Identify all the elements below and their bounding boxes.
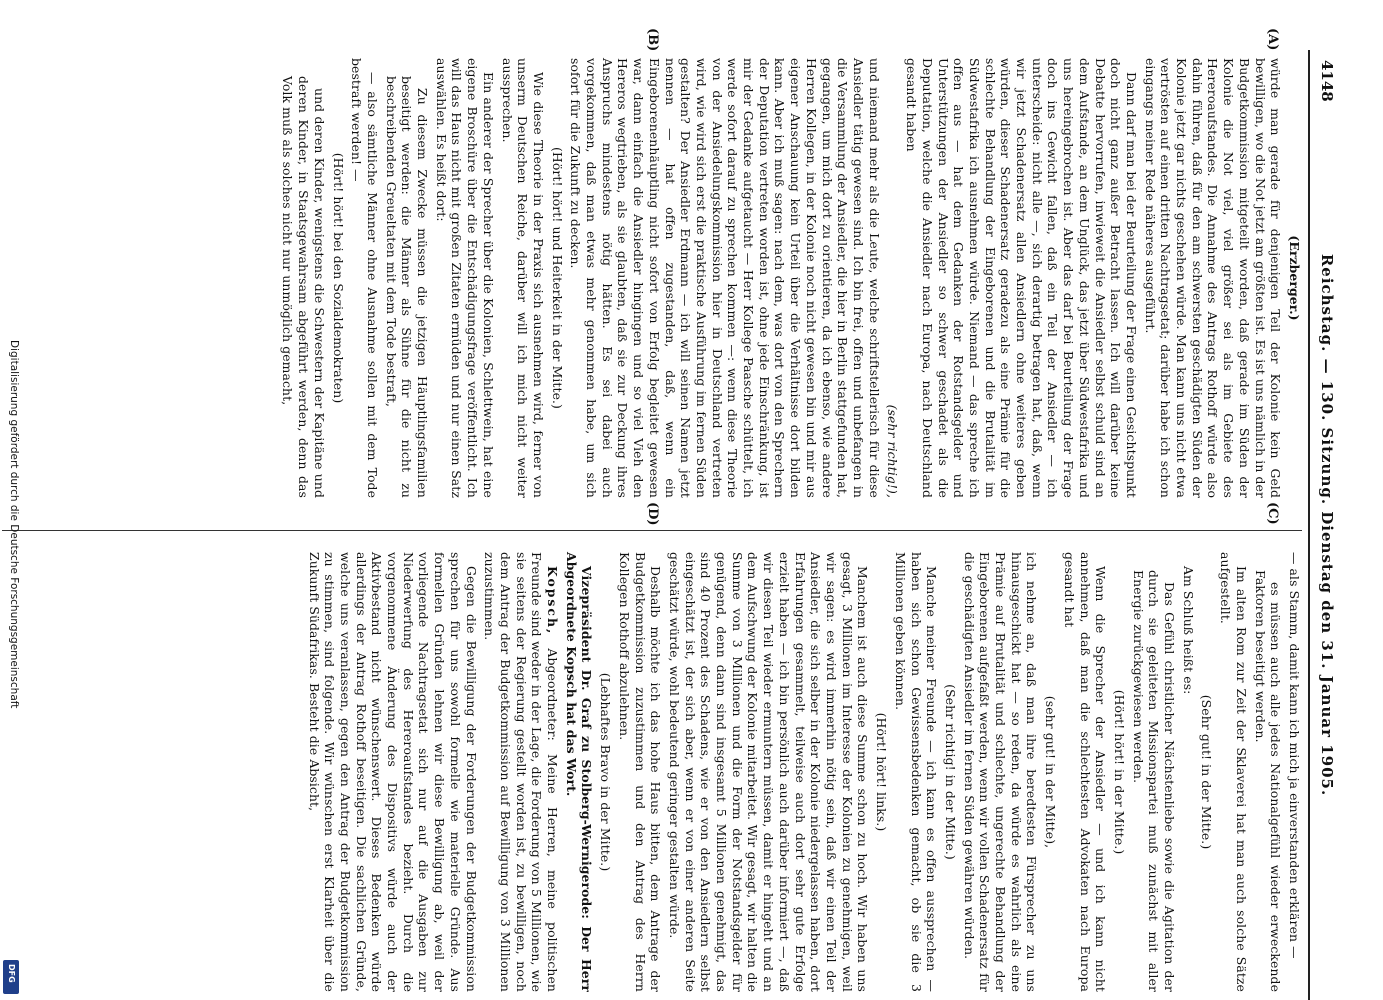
president-line: Vizepräsident Dr. Graf zu Stolberg-Wernigerode: Der Herr Abgeordnete Kopsch hat das Wort. (563, 552, 595, 992)
margin-mark-d: (D) (645, 502, 660, 526)
interjection: (Hört! hört! in der Mitte.) (1111, 689, 1127, 855)
right-column (303, 552, 1302, 992)
paragraph: Ein anderer der Sprecher über die Kolonien, Schlettwein, hat eine eigene Broschüre über die Entschädigungsfrage veröffentlicht. Ich will das Haus nicht mit großen Zitaten ermüden und nur einen Satz auswählen. Es heißt dort: (433, 58, 496, 498)
interjection: (Lebhaftes Bravo in der Mitte.) (598, 672, 614, 872)
interjection: (Hört! hört! und Heiterkeit in der Mitte.) (549, 147, 565, 409)
quote: es müssen auch alle jedes Nationalgefühl wieder erweckende Faktoren beseitigt werden. (1252, 570, 1284, 992)
paragraph: und niemand mehr als die Leute, welche schriftstellerisch für diese Ansiedler tätig gewesen sind. Ich bin frei, offen und unbefangen in die Versammlung der Ansiedler, die hier in Berlin stattgefunden hat, gegangen, um mich dort zu orientieren, da ich ebenso, wie andere Herren Kollegen, in der Kolonie noch nicht gewesen bin und mir aus eigener Anschauung kein Urteil über die Verhältnisse dort bilden kann. Aber ich muß sagen: nach dem, was dort von den Sprechern der Deputation vertreten worden ist, ohne jede Einschränkung, ist mir der Gedanke aufgetaucht — Herr Kollege Paasche schüttelt, ich werde sofort darauf zu sprechen kommen —: wenn diese Theorie von der Ansiedelungskommission hier in Deutschland vertreten wird, wie wird sich erst die praktische Ausführung im fernen Süden gestalten? Der Ansiedler Erdmann — ich will seinen Namen jetzt nennen — hat offen zugestanden, daß, wenn ein Eingeborenenhäuptling nicht sofort von Erfolg begleitet gewesen war, dann einfach die Ansiedler hingingen und so viel Vieh den Hereros wegtrieben, als sie glaubten, daß sie zur Deckung ihres Anspruchs mindestens nötig hätten. Es sei dabei auch vorgekommen, daß man etwas mehr genommen habe, um sich sofort für die Zukunft zu decken. (568, 58, 882, 498)
quote: Das Gefühl christlicher Nächstenliebe sowie die Agitation der durch sie geleiteten Missionspartei muß zunächst mit aller Energie zurückgewiesen werden. (1130, 570, 1178, 992)
speech-opening (482, 552, 561, 992)
page-number: 4148 (1318, 60, 1336, 102)
page-title: Reichstag. — 130. Sitzung. Dienstag den 31. Januar 1905. (1318, 253, 1336, 797)
margin-mark-a: (A) (1265, 28, 1280, 51)
paragraph: Wie diese Theorie in der Praxis sich ausnehmen wird, ferner von unserm Deutschen Reiche, darüber will ich mich nicht weiter aussprechen. (499, 58, 546, 498)
paragraph: Manche meiner Freunde — ich kann es offen aussprechen — haben sich schon Gewissensbedenken gemacht, ob sie die 3 Millionen geben können. (892, 552, 940, 992)
interjection: — also sämtliche Männer ohne Ausnahme sollen mit dem Tode bestraft werden! — (349, 58, 380, 498)
paragraph: Wenn die Sprecher der Ansiedler — und ich kann nicht annehmen, daß man die schlechtesten Advokaten nach Europa gesandt hat (1061, 552, 1109, 992)
paragraph: — als Stamm, damit kann ich mich ja einverstanden erklären — (1287, 552, 1302, 959)
page-header (1310, 50, 1340, 1000)
paragraph: Deshalb möchte ich das hohe Haus bitten, dem Antrage der Budgetkommission zuzustimmen und den Antrag des Herrn Kollegen Rothoff abzulehnen. (616, 552, 664, 992)
paragraph: Dann darf man bei der Beurteilung der Frage einen Gesichtspunkt doch nicht ganz außer Betracht lassen. Ich will darüber keine Debatte hervorrufen, inwieweit die Ansiedler selbst schuld sind an dem Aufstande, an dem Unglück, das jetzt über Südwestafrika und uns hereingebrochen ist. Aber das darf bei Beurteilung der Frage doch ins Gewicht fallen, daß ein Teil der Ansiedler — ich unterscheide: nicht alle —, sich derartig betragen hat, daß, wenn wir jetzt Schadenersatz allen Ansiedlern ohne weiteres geben würden, dieser Schadenersatz geradezu als eine Prämie für die schlechte Behandlung der Eingeborenen und die Brutalität im Südwestafrika ich ausnehmen würde. Niemand — das spreche ich offen aus — hat dem Gedanken der Rotstandsgelder und Unterstützungen der Ansiedler so schwer geschadet als die Deputation, welche die Ansiedler nach Europa, nach Deutschland gesandt haben (904, 58, 1139, 498)
paragraph: würde man gerade für denjenigen Teil der Kolonie kein Geld bewilligen, wo die Not jetzt am größten ist. Es ist uns nämlich in der Budgetkommission mitgeteilt worden, daß gerade im Süden der Kolonie die Not viel, viel größer sei als im Gebiete des Hereroaufstandes. Die Annahme des Antrags Rothoff würde also dahin führen, daß für den am schwersten geschädigten Süden der Kolonie jetzt gar nichts geschehen würde. Man kann uns nicht etwa vertrösten auf einen dritten Nachtragsetat; darüber habe ich schon eingangs meiner Rede näheres ausgeführt. (1142, 58, 1284, 498)
interjection: (Hört! hört! bei den Sozialdemokraten) (330, 152, 346, 404)
margin-mark-c: (C) (1265, 502, 1280, 525)
margin-mark-b: (B) (645, 28, 660, 52)
digitization-credit: Digitalisierung gefördert durch die Deutsche Forschungsgemeinschaft (8, 340, 20, 709)
interjection: (sehr gut! in der Mitte), (1043, 695, 1059, 849)
interjection: (sehr richtig!), (885, 404, 901, 498)
paragraph: Gegen die Bewilligung der Forderungen der Budgetkommission sprechen für uns sowohl formelle wie materielle Gründe. Aus formellen Gründen lehnen wir diese Bewilligung ab, weil der vorliegende Nachtragsetat sich nur auf die Ausgaben zur Niederwerfung des Hereroaufstandes bezieht. Durch die vorgenommene Änderung des Dispositivs würde auch der Aktivbestand nicht wünschenswert. Dieses Bedenken würde allerdings der Antrag Rothoff beseitigen. Die sachlichen Gründe, welche uns veranlassen, gegen den Antrag der Budgetkommission zu stimmen, sind folgende. Wir wünschen erst Klarheit über die Zukunft Südafrikas. Besteht die Absicht, (306, 552, 479, 992)
speaker-name: Kopsch, (545, 566, 561, 636)
header-rule (1308, 50, 1310, 1000)
paragraph: Manchem ist auch diese Summe schon zu hoch. Wir haben uns gesagt, 3 Millionen im Interesse der Kolonien zu genehmigen, weil wir sagen: es wird immerhin nötig sein, daß wir einen Teil der Ansiedler, die sich selber in der Kolonie niedergelassen haben, dort Erfahrungen gesammelt, teilweise auch dort sehr gute Erfolge erzielt haben — ich bin persönlich auch darüber informiert —, daß wir diesen Teil wieder ermuntern müssen, damit er hingeht und an dem Aufschwung der Kolonie mitarbeitet. Wir gesagt, wir halten die Summe von 3 Millionen und die Form der Notstandsgelder für genügend, denn dann sind insgesamt 5 Millionen genehmigt, das sind 40 Prozent des Schadens, wie er von den Ansiedlern selbst eingeschätzt ist, der sich aber, wenn er von einer anderen Seite geschätzt würde, wohl bedeutend geringer gestalten würde. (666, 552, 871, 992)
dfg-logo: DFG (3, 960, 19, 994)
paragraph: Am Schluß heißt es: (1180, 566, 1196, 695)
paragraph: ich nehme an, daß man ihre beredtesten Fürsprecher zu uns hinausgeschickt hat — so reden, da würde es wahrlich als eine Prämie auf Brutalität und schlechte, ungerechte Behandlung der Eingeborenen aufgefaßt werden, wenn wir vollen Schadenersatz für die geschädigten Ansiedler im fernen Süden gewähren würden. (961, 552, 1040, 992)
interjection: (Sehr richtig! in der Mitte.) (942, 684, 958, 860)
quote: Zu diesem Zwecke müssen die jetzigen Häuptlingsfamilien beseitigt werden: die Männer als Sühne für die nicht zu beschreibenden Greueltaten mit dem Tode bestraft, (383, 76, 431, 498)
speaker-label: (Erzberger.) (1287, 235, 1302, 321)
interjection: (Hört! hört! links.) (874, 712, 890, 832)
left-column (277, 58, 1302, 498)
rotated-newspaper-page (0, 28, 1340, 1000)
column-divider (2, 530, 1302, 531)
paragraph: Im alten Rom zur Zeit der Sklaverei hat man auch solche Sätze aufgestellt. (1218, 552, 1249, 992)
interjection: (Sehr gut! in der Mitte.) (1199, 694, 1215, 850)
speech-intro: Abgeordneter: Meine Herren, meine politischen Freunde sind weder in der Lage, die Forderung von 5 Millionen, wie sie seitens der Regierung gestellt worden ist, zu bewilligen, noch dem Antrag der Budgetkommission auf Bewilligung von 3 Millionen zuzustimmen. (482, 552, 561, 992)
quote: und deren Kinder, wenigstens die Schwestern der Kapitäne und deren Kinder, in Staatsgewahrsam abgeführt werden, denn das Volk muß als solches nicht nur unmöglich gemacht, (280, 76, 327, 498)
